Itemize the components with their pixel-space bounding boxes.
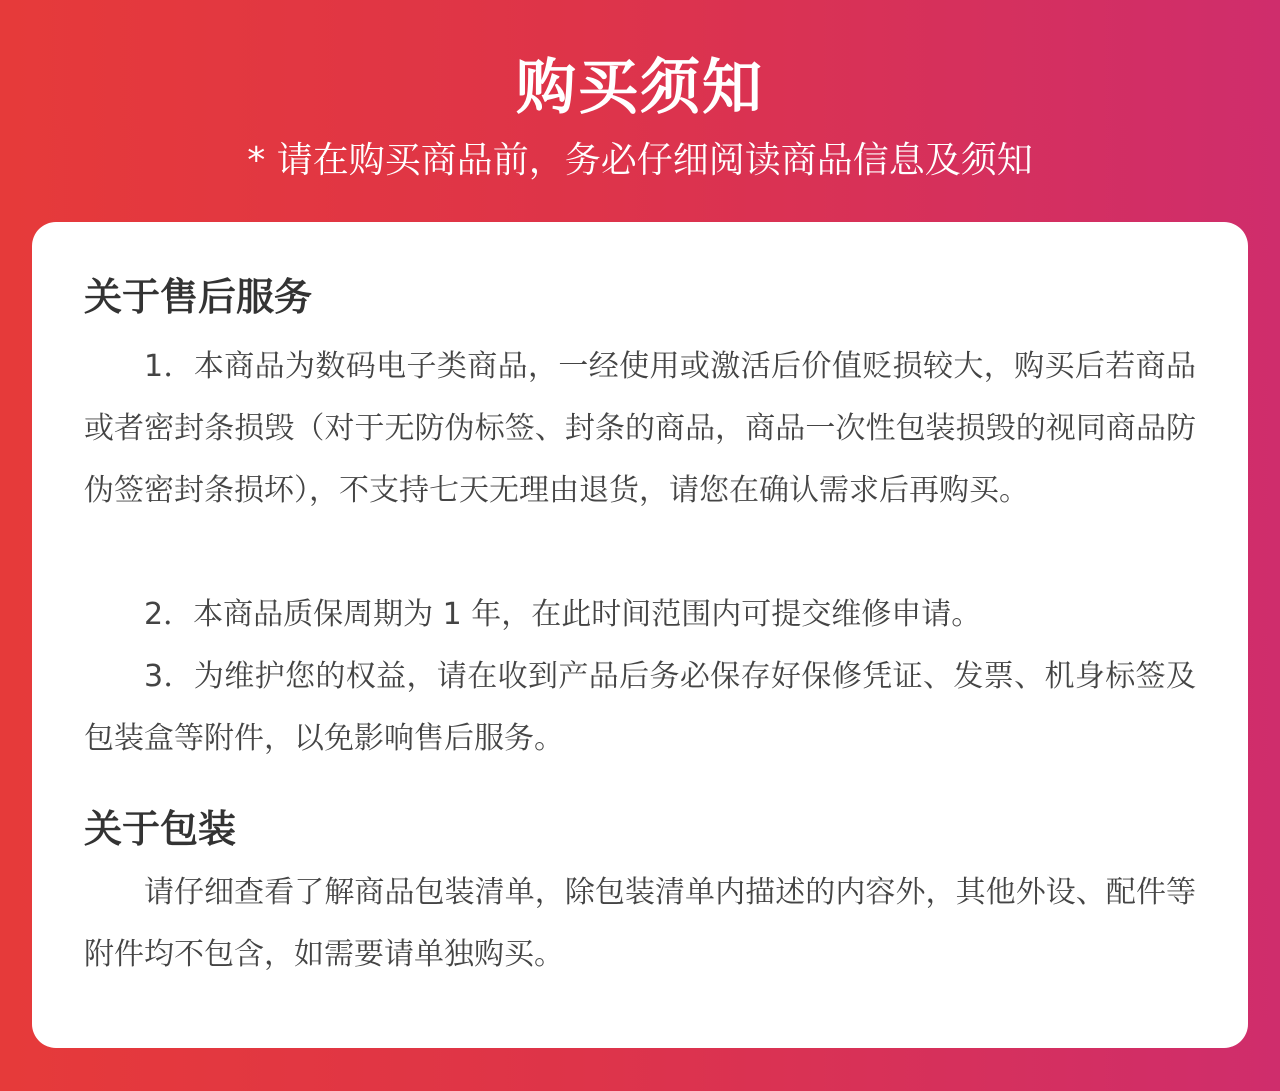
page-subtitle: * 请在购买商品前，务必仔细阅读商品信息及须知	[247, 140, 1033, 181]
after-sales-paragraph-3: 3．为维护您的权益，请在收到产品后务必保存好保修凭证、发票、机身标签及包装盒等附件，以免影响售后服务。	[84, 659, 1196, 756]
notice-card	[32, 222, 1248, 1048]
section-heading-after-sales: 关于售后服务	[84, 275, 313, 319]
after-sales-paragraph-2: 2．本商品质保周期为 1 年，在此时间范围内可提交维修申请。	[144, 597, 982, 632]
section-heading-packaging: 关于包装	[84, 807, 237, 851]
page-title: 购买须知	[516, 53, 764, 123]
after-sales-paragraph-1: 1．本商品为数码电子类商品，一经使用或激活后价值贬损较大，购买后若商品或者密封条损毁（对于无防伪标签、封条的商品，商品一次性包装损毁的视同商品防伪签密封条损坏），不支持七天无理由退货，请您在确认需求后再购买。	[84, 349, 1196, 508]
packaging-paragraph: 请仔细查看了解商品包装清单，除包装清单内描述的内容外，其他外设、配件等附件均不包含，如需要请单独购买。	[84, 875, 1196, 972]
